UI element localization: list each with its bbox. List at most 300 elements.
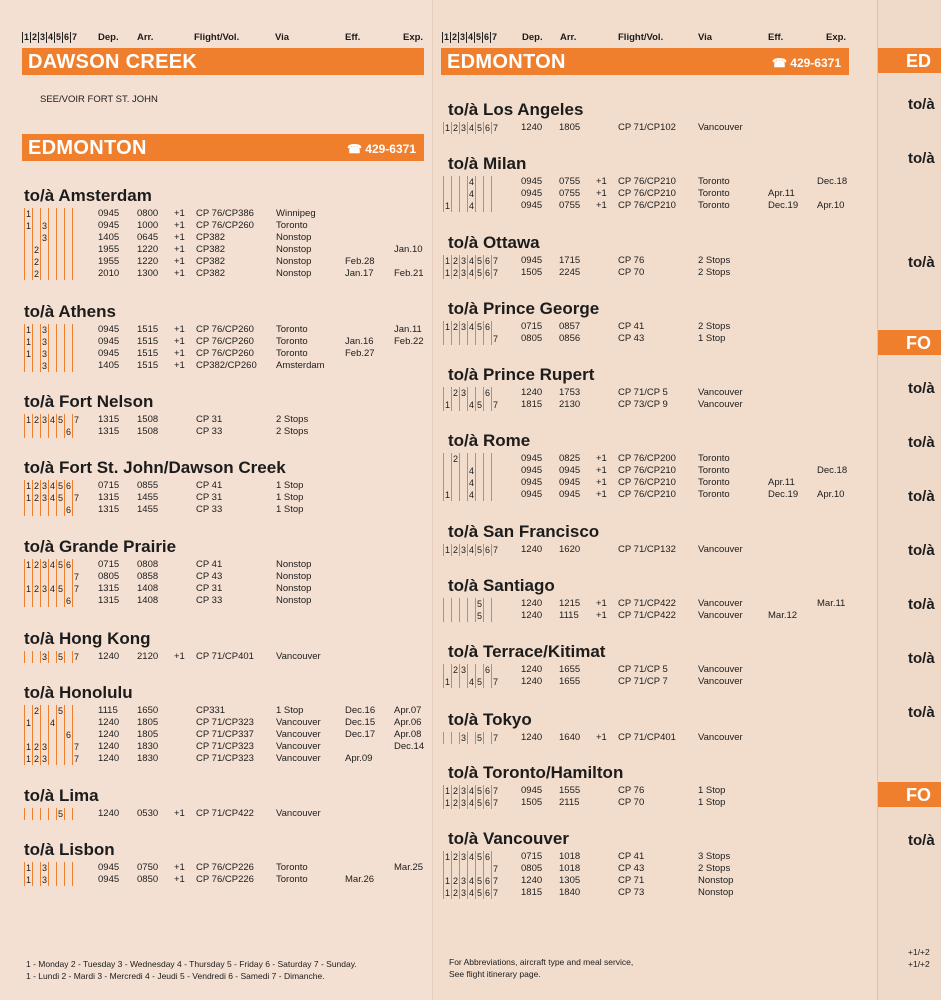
day-cell [459, 188, 467, 200]
day-cell [451, 200, 459, 212]
edge-to-3: to/à [908, 254, 935, 271]
flight-row [0, 705, 432, 717]
day-cell [72, 729, 80, 741]
edmonton-banner: EDMONTON ☎ 429-6371 [441, 48, 849, 75]
day-cell [48, 268, 56, 280]
day-cell [72, 360, 80, 372]
dep-time: 0945 [521, 477, 543, 488]
day-cell: 5 [476, 786, 482, 796]
flight-number: CP382 [196, 256, 226, 267]
flight-number: CP 41 [196, 480, 223, 491]
dep-time: 0945 [98, 336, 120, 347]
next-day: +1 [596, 477, 607, 488]
next-day: +1 [596, 188, 607, 199]
expiry-date: Feb.21 [394, 268, 424, 279]
day-cell [443, 188, 451, 200]
via: Vancouver [698, 598, 743, 609]
next-day: +1 [174, 336, 185, 347]
arr-time: 1018 [559, 863, 581, 874]
day-cell: 4 [49, 415, 55, 425]
via: Toronto [698, 465, 730, 476]
day-cell [475, 465, 483, 477]
arr-time: 2120 [137, 651, 159, 662]
flight-number: CP 71/CP132 [618, 544, 676, 555]
arr-time: 1640 [559, 732, 581, 743]
day-cell: 3 [460, 786, 466, 796]
day-cell: 7 [492, 123, 498, 133]
day-cell [64, 808, 72, 820]
dep-time: 1505 [521, 267, 543, 278]
next-day: +1 [174, 874, 185, 885]
day-cell: 6 [65, 596, 71, 606]
day-cell [48, 208, 56, 220]
dep-time: 0945 [521, 489, 543, 500]
day-cell: 3 [460, 876, 466, 886]
dep-time: 0945 [521, 176, 543, 187]
day-cell: 5 [476, 611, 482, 621]
flight-row [0, 595, 432, 607]
day-cell: 3 [41, 754, 47, 764]
flight-row [0, 348, 432, 360]
via: Nonstop [276, 268, 312, 279]
flight-row [0, 741, 432, 753]
dep-time: 1955 [98, 256, 120, 267]
day-cell [491, 321, 499, 333]
footer-days-en: 1 - Monday 2 - Tuesday 3 - Wednesday 4 - Thursday 5 - Friday 6 - Saturday 7 - Sunday. [26, 959, 357, 969]
day-cell [443, 453, 451, 465]
day-cell [451, 598, 459, 610]
edge-foot-1: +1/+2 [908, 947, 930, 957]
day-cell [24, 256, 32, 268]
next-day: +1 [174, 360, 185, 371]
flight-number: CP 33 [196, 426, 223, 437]
flight-row [0, 651, 432, 663]
day-cell [483, 732, 491, 744]
day-cell [72, 348, 80, 360]
day-cell [64, 324, 72, 336]
day-cell [56, 753, 64, 765]
via: Nonstop [276, 232, 312, 243]
arr-time: 0858 [137, 571, 159, 582]
via-header: Via [275, 32, 290, 43]
day-cell [459, 176, 467, 188]
arr-time: 1515 [137, 336, 159, 347]
day-cell: 5 [476, 798, 482, 808]
next-day: +1 [174, 232, 185, 243]
day-cell: 3 [41, 233, 47, 243]
day-cell: 3 [460, 733, 466, 743]
day-cell [64, 348, 72, 360]
arr-time: 0825 [559, 453, 581, 464]
day-cell [467, 387, 475, 399]
day-cell: 4 [468, 189, 474, 199]
day-cell [72, 244, 80, 256]
arr-time: 1215 [559, 598, 581, 609]
flight-row [433, 875, 878, 887]
day-cell [459, 676, 467, 688]
day-cell [72, 208, 80, 220]
flight-number: CP 71/CP 5 [618, 664, 668, 675]
day-cell [483, 598, 491, 610]
day-cell [451, 188, 459, 200]
column-header [433, 32, 878, 44]
day-cell: 1 [25, 415, 31, 425]
day-cell [56, 571, 64, 583]
day-cell [32, 717, 40, 729]
day-cell [72, 268, 80, 280]
timetable-column-left [0, 0, 432, 1000]
day-cell: 1 [25, 560, 31, 570]
day-cell [72, 220, 80, 232]
day-cell [64, 862, 72, 874]
dep-time: 1815 [521, 887, 543, 898]
day-cell: 5 [476, 256, 482, 266]
arr-time: 0857 [559, 321, 581, 332]
effective-date: Jan.16 [345, 336, 374, 347]
day-cell: 6 [484, 665, 490, 675]
flight-number: CP 70 [618, 797, 645, 808]
day-cell: 2 [452, 852, 458, 862]
via: Toronto [276, 324, 308, 335]
destination-title: to/à Milan [448, 154, 527, 173]
day-cell: 2 [452, 888, 458, 898]
flight-row [0, 504, 432, 516]
day-cell [32, 426, 40, 438]
arr-time: 1805 [137, 729, 159, 740]
day-cell: 6 [65, 427, 71, 437]
footer-note-1: For Abbreviations, aircraft type and meal service, [449, 957, 634, 967]
flight-number: CP 41 [196, 559, 223, 570]
day-cell: 4 [468, 177, 474, 187]
day-cell [483, 200, 491, 212]
day-cell [451, 477, 459, 489]
day-cell: 3 [460, 888, 466, 898]
day-cell [443, 664, 451, 676]
day-cell [467, 732, 475, 744]
day-cell [467, 598, 475, 610]
via: Vancouver [698, 664, 743, 675]
day-numbers-header: 1 2 3 4 5 6 7 [443, 32, 497, 42]
dep-time: 1115 [98, 705, 118, 716]
arr-time: 0755 [559, 176, 581, 187]
day-cell [56, 256, 64, 268]
flight-number: CP 71/CP 7 [618, 676, 668, 687]
arr-time: 1455 [137, 492, 159, 503]
day-cell: 1 [25, 742, 31, 752]
dep-time: 1240 [98, 753, 120, 764]
day-cell: 3 [41, 349, 47, 359]
day-cell [64, 651, 72, 663]
arr-time: 0850 [137, 874, 159, 885]
via: Vancouver [698, 122, 743, 133]
flight-header: Flight/Vol. [618, 32, 664, 43]
dep-time: 1315 [98, 504, 120, 515]
day-cell: 3 [41, 652, 47, 662]
day-cell [72, 504, 80, 516]
next-day: +1 [174, 862, 185, 873]
day-cell [491, 477, 499, 489]
arr-header: Arr. [560, 32, 577, 43]
day-cell: 2 [452, 545, 458, 555]
day-cell [56, 220, 64, 232]
timetable-column-right [432, 0, 878, 1000]
edge-to-11: to/à [908, 832, 935, 849]
arr-time: 0945 [559, 465, 581, 476]
day-cell: 4 [468, 786, 474, 796]
day-cell: 6 [484, 388, 490, 398]
day-cell [443, 176, 451, 188]
flight-number: CP 76/CP210 [618, 200, 676, 211]
flight-row [0, 753, 432, 765]
day-cell: 5 [476, 888, 482, 898]
day-cell [48, 651, 56, 663]
day-cell: 3 [41, 361, 47, 371]
day-cell: 1 [444, 490, 450, 500]
day-cell [64, 414, 72, 426]
day-cell [40, 426, 48, 438]
day-cell: 2 [33, 754, 39, 764]
dep-time: 1240 [521, 676, 543, 687]
day-cell [475, 200, 483, 212]
flight-row [0, 874, 432, 886]
edge-to-9: to/à [908, 650, 935, 667]
flight-number: CP 31 [196, 414, 223, 425]
flight-number: CP 71/CP323 [196, 753, 254, 764]
flight-number: CP 71/CP337 [196, 729, 254, 740]
day-cell [32, 360, 40, 372]
via: 2 Stops [276, 426, 309, 437]
flight-row [433, 887, 878, 899]
day-cell: 2 [452, 786, 458, 796]
day-cell: 4 [468, 123, 474, 133]
arr-time: 1753 [559, 387, 581, 398]
day-cell [483, 477, 491, 489]
dep-time: 1315 [98, 583, 120, 594]
day-cell [443, 732, 451, 744]
day-cell: 3 [41, 584, 47, 594]
day-cell [459, 489, 467, 501]
day-cell [64, 244, 72, 256]
dep-time: 0805 [521, 333, 543, 344]
day-cell [48, 256, 56, 268]
day-cell [459, 399, 467, 411]
day-cell [459, 453, 467, 465]
day-cell [56, 874, 64, 886]
day-cell: 1 [25, 493, 31, 503]
arr-time: 0755 [559, 188, 581, 199]
day-cell [451, 333, 459, 345]
flight-row [0, 583, 432, 595]
day-cell: 4 [468, 798, 474, 808]
flight-row [433, 188, 878, 200]
next-day: +1 [596, 453, 607, 464]
via: 1 Stop [276, 705, 304, 716]
day-cell: 4 [468, 545, 474, 555]
dep-time: 0945 [98, 874, 120, 885]
flight-number: CP 71 [618, 875, 645, 886]
day-cell [483, 176, 491, 188]
dep-time: 1240 [98, 741, 120, 752]
day-cell [64, 571, 72, 583]
day-cell: 1 [444, 123, 450, 133]
day-cell: 3 [460, 123, 466, 133]
arr-time: 1220 [137, 244, 159, 255]
day-cell [48, 753, 56, 765]
expiry-date: Mar.25 [394, 862, 424, 873]
edge-to-1: to/à [908, 96, 935, 113]
day-cell [64, 583, 72, 595]
flight-number: CP 76/CP210 [618, 489, 676, 500]
day-cell: 2 [452, 388, 458, 398]
day-cell: 7 [73, 652, 79, 662]
day-cell [72, 336, 80, 348]
day-cell: 5 [476, 677, 482, 687]
arr-time: 2115 [559, 797, 580, 808]
flight-row [433, 851, 878, 863]
day-cell: 7 [492, 798, 498, 808]
via: Nonstop [698, 875, 734, 886]
day-cell: 1 [25, 754, 31, 764]
day-cell [56, 244, 64, 256]
destination-title: to/à Rome [448, 431, 531, 450]
day-cell [491, 465, 499, 477]
dep-time: 0945 [98, 220, 120, 231]
edge-to-8: to/à [908, 596, 935, 613]
day-cell [483, 333, 491, 345]
flight-number: CP 43 [618, 863, 645, 874]
day-cell [56, 208, 64, 220]
day-cell [40, 244, 48, 256]
day-cell: 4 [468, 400, 474, 410]
via: Winnipeg [276, 208, 316, 219]
dep-time: 1815 [521, 399, 543, 410]
day-cell [56, 504, 64, 516]
day-cell [72, 256, 80, 268]
flight-row [433, 610, 878, 622]
flight-row [433, 267, 878, 279]
flight-row [433, 399, 878, 411]
arr-time: 0645 [137, 232, 159, 243]
day-cell [451, 863, 459, 875]
day-cell: 1 [444, 322, 450, 332]
day-cell: 4 [468, 490, 474, 500]
day-cell [24, 504, 32, 516]
day-cell: 6 [65, 481, 71, 491]
via: 1 Stop [698, 785, 726, 796]
day-cell: 3 [41, 875, 47, 885]
arr-time: 1650 [137, 705, 159, 716]
day-cell [64, 220, 72, 232]
via: Vancouver [698, 610, 743, 621]
via: Toronto [698, 188, 730, 199]
day-cell [32, 220, 40, 232]
destination-title: to/à Ottawa [448, 233, 540, 252]
day-cell [48, 348, 56, 360]
day-cell: 7 [73, 572, 79, 582]
day-cell [491, 200, 499, 212]
day-cell [475, 664, 483, 676]
destination-title: to/à Fort St. John/Dawson Creek [24, 458, 286, 477]
effective-date: Dec.15 [345, 717, 376, 728]
day-cell: 2 [33, 584, 39, 594]
effective-date: Mar.26 [345, 874, 375, 885]
day-cell [64, 360, 72, 372]
next-day: +1 [174, 244, 185, 255]
phone-number: ☎ 429-6371 [772, 56, 841, 70]
phone-number: ☎ 429-6371 [347, 142, 416, 156]
day-cell: 2 [452, 322, 458, 332]
day-cell: 4 [468, 852, 474, 862]
flight-number: CP 76/CP210 [618, 465, 676, 476]
day-cell: 4 [468, 201, 474, 211]
day-cell [451, 732, 459, 744]
day-cell: 7 [73, 584, 79, 594]
day-cell [483, 188, 491, 200]
day-cell [32, 348, 40, 360]
via: 1 Stop [698, 797, 726, 808]
arr-time: 1655 [559, 676, 581, 687]
day-cell [56, 595, 64, 607]
day-cell: 1 [444, 852, 450, 862]
via: Amsterdam [276, 360, 325, 371]
via: Vancouver [276, 729, 321, 740]
day-cell [24, 595, 32, 607]
day-cell [72, 595, 80, 607]
next-day: +1 [596, 465, 607, 476]
day-cell [483, 399, 491, 411]
day-cell [48, 324, 56, 336]
arr-time: 1508 [137, 426, 159, 437]
dep-time: 0715 [521, 321, 543, 332]
dep-time: 0945 [98, 208, 120, 219]
via: Toronto [698, 489, 730, 500]
flight-number: CP 73/CP 9 [618, 399, 668, 410]
arr-time: 1018 [559, 851, 581, 862]
flight-number: CP 71/CP323 [196, 717, 254, 728]
day-cell [451, 489, 459, 501]
day-cell: 6 [484, 123, 490, 133]
dep-time: 0945 [98, 348, 120, 359]
day-cell [64, 268, 72, 280]
flight-row [0, 559, 432, 571]
day-cell: 7 [492, 256, 498, 266]
via: Toronto [698, 477, 730, 488]
via: Nonstop [276, 559, 312, 570]
arr-time: 0855 [137, 480, 159, 491]
day-cell: 5 [476, 322, 482, 332]
via: 3 Stops [698, 851, 731, 862]
destination-title: to/à Los Angeles [448, 100, 584, 119]
day-cell: 2 [452, 454, 458, 464]
day-cell [56, 268, 64, 280]
arr-time: 1830 [137, 741, 159, 752]
day-cell: 2 [33, 245, 39, 255]
flight-number: CP331 [196, 705, 226, 716]
flight-row [433, 453, 878, 465]
expiry-date: Apr.07 [394, 705, 422, 716]
day-cell: 5 [476, 400, 482, 410]
edmonton-banner: EDMONTON ☎ 429-6371 [22, 134, 424, 161]
dep-time: 1240 [521, 544, 543, 555]
edge-to-5: to/à [908, 434, 935, 451]
next-page-edge [877, 0, 941, 1000]
arr-time: 0530 [137, 808, 159, 819]
dep-time: 1240 [98, 808, 120, 819]
flight-row [0, 324, 432, 336]
day-cell [48, 874, 56, 886]
arr-time: 0750 [137, 862, 159, 873]
arr-time: 0755 [559, 200, 581, 211]
